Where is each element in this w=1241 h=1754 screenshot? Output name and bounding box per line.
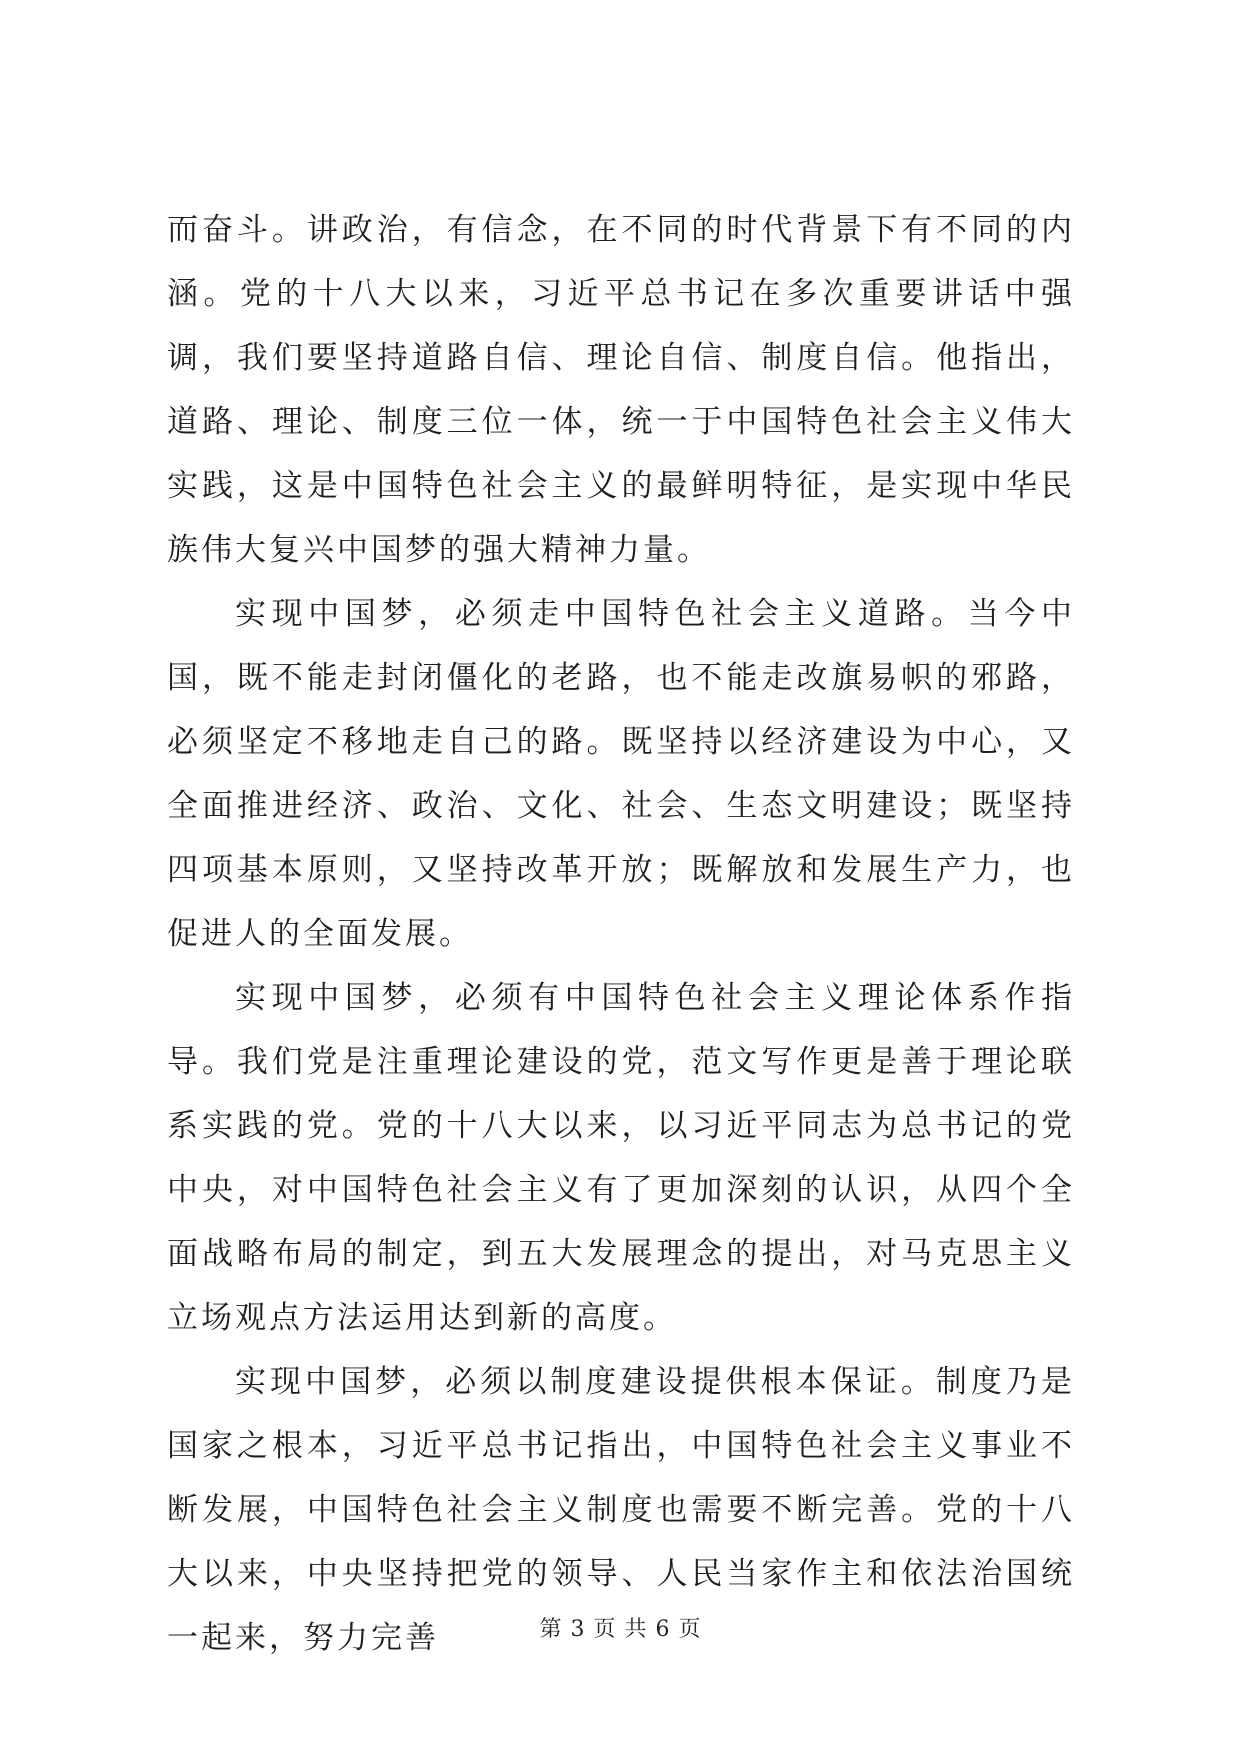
- paragraph-3: 实现中国梦，必须有中国特色社会主义理论体系作指导。我们党是注重理论建设的党，范文写作更是善于理论联系实践的党。党的十八大以来，以习近平同志为总书记的党中央，对中国特色社会主义有了更加深刻的认识，从四个全面战略布局的制定，到五大发展理念的提出，对马克思主义立场观点方法运用达到新的高度。: [167, 980, 1075, 1336]
- paragraph-2: 实现中国梦，必须走中国特色社会主义道路。当今中国，既不能走封闭僵化的老路，也不能走改旗易帜的邪路，必须坚定不移地走自己的路。既坚持以经济建设为中心，又全面推进经济、政治、文化、社会、生态文明建设；既坚持四项基本原则，又坚持改革开放；既解放和发展生产力，也促进人的全面发展。: [167, 596, 1075, 952]
- paragraph-4: 实现中国梦，必须以制度建设提供根本保证。制度乃是国家之根本，习近平总书记指出，中国特色社会主义事业不断发展，中国特色社会主义制度也需要不断完善。党的十八大以来，中央坚持把党的领导、人民当家作主和依法治国统一起来，努力完善: [167, 1364, 1075, 1656]
- document-body: [167, 198, 1075, 1670]
- paragraph-1: 而奋斗。讲政治，有信念，在不同的时代背景下有不同的内涵。党的十八大以来，习近平总书记在多次重要讲话中强调，我们要坚持道路自信、理论自信、制度自信。他指出，道路、理论、制度三位一体，统一于中国特色社会主义伟大实践，这是中国特色社会主义的最鲜明特征，是实现中华民族伟大复兴中国梦的强大精神力量。: [167, 212, 1075, 568]
- page-footer: 第 3 页 共 6 页: [539, 1617, 702, 1642]
